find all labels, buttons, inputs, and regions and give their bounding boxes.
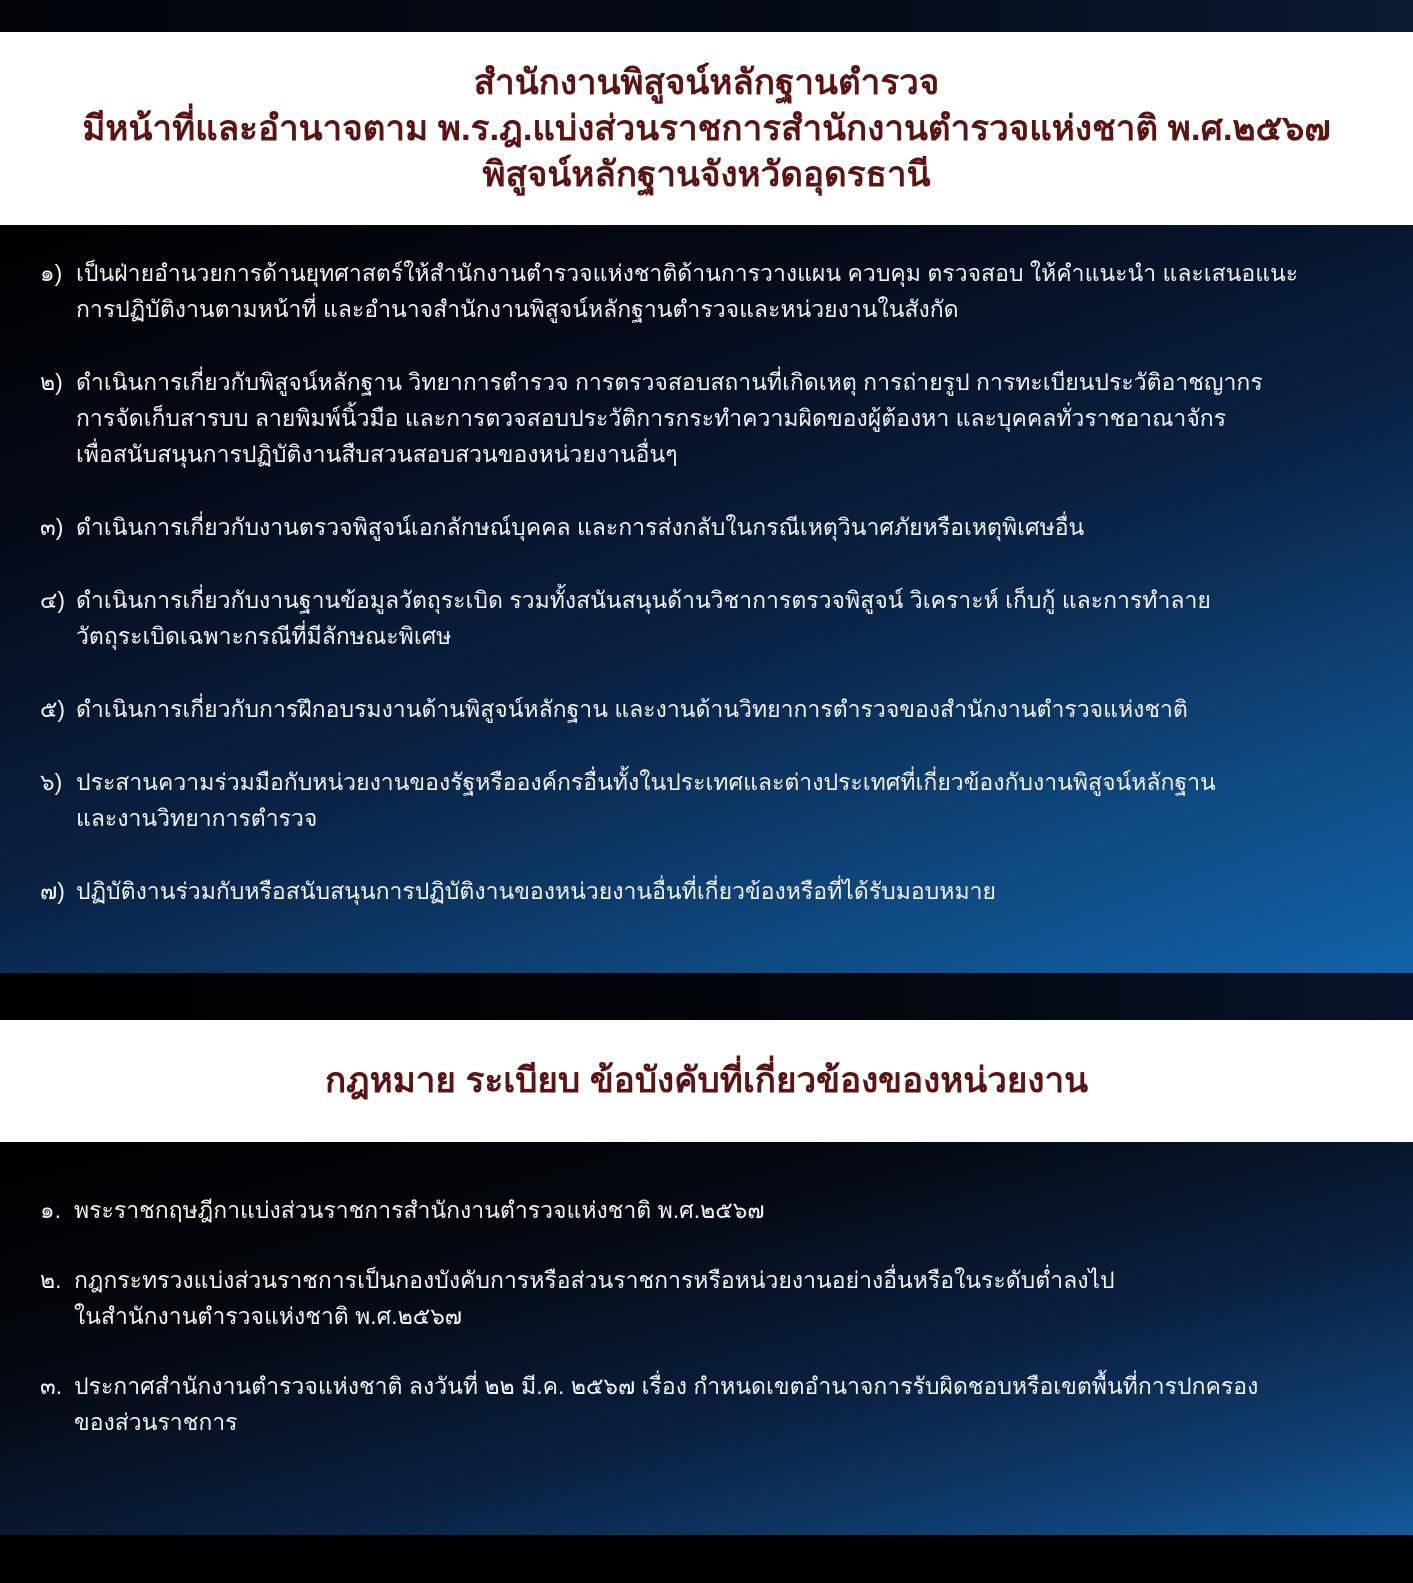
- list-item: [40, 1368, 1380, 1440]
- item-line: วัตถุระเบิดเฉพาะกรณีที่มีลักษณะพิเศษ: [76, 623, 452, 649]
- item-line: และงานวิทยาการตำรวจ: [76, 805, 318, 831]
- item-text: [74, 1262, 1115, 1334]
- item-line: การปฏิบัติงานตามหน้าที่ และอำนาจสำนักงานพิสูจน์หลักฐานตำรวจและหน่วยงานในสังกัด: [76, 296, 959, 322]
- item-number: ๔): [40, 587, 66, 613]
- item-line: ของส่วนราชการ: [74, 1409, 238, 1435]
- item-text: [74, 1192, 765, 1228]
- item-number: ๕): [40, 696, 66, 722]
- item-number: ๓.: [40, 1373, 63, 1399]
- header-band: [0, 32, 1413, 225]
- list-item: [40, 364, 1380, 472]
- item-line: ดำเนินการเกี่ยวกับงานตรวจพิสูจน์เอกลักษณ์บุคคล และการส่งกลับในกรณีเหตุวินาศภัยหรือเหตุพิเศษอื่น: [76, 514, 1085, 540]
- item-line: พระราชกฤษฎีกาแบ่งส่วนราชการสำนักงานตำรวจแห่งชาติ พ.ศ.๒๕๖๗: [74, 1197, 765, 1223]
- item-text: [74, 1368, 1258, 1440]
- item-line: ประสานความร่วมมือกับหน่วยงานของรัฐหรือองค์กรอื่นทั้งในประเทศและต่างประเทศที่เกี่ยวข้องกับงานพิสูจน์หลักฐาน: [76, 769, 1216, 795]
- item-text: [76, 873, 1380, 909]
- item-line: กฎกระทรวงแบ่งส่วนราชการเป็นกองบังคับการหรือส่วนราชการหรือหน่วยงานอย่างอื่นหรือในระดับต่ำลงไป: [74, 1267, 1115, 1293]
- laws-list: [40, 1192, 1380, 1474]
- item-line: ดำเนินการเกี่ยวกับงานฐานข้อมูลวัตถุระเบิด รวมทั้งสนันสนุนด้านวิชาการตรวจพิสูจน์ วิเคราะห์ เก็บกู้ และการทำลาย: [76, 587, 1211, 613]
- laws-section-title: กฎหมาย ระเบียบ ข้อบังคับที่เกี่ยวข้องของหน่วยงาน: [324, 1061, 1089, 1100]
- item-line: ในสำนักงานตำรวจแห่งชาติ พ.ศ.๒๕๖๗: [74, 1303, 463, 1329]
- laws-header-band: [0, 1020, 1413, 1142]
- item-number: ๗): [40, 878, 65, 904]
- item-number: ๒): [40, 369, 63, 395]
- item-number: ๒.: [40, 1267, 62, 1293]
- list-item: [40, 873, 1380, 909]
- laws-panel: [0, 1142, 1413, 1535]
- item-text: [76, 691, 1380, 727]
- page-title: สำนักงานพิสูจน์หลักฐานตำรวจ: [473, 62, 940, 102]
- bottom-border-strip: [0, 1535, 1413, 1583]
- list-item: [40, 1192, 1380, 1228]
- item-text: [76, 582, 1380, 654]
- item-line: ดำเนินการเกี่ยวกับการฝึกอบรมงานด้านพิสูจน์หลักฐาน และงานด้านวิทยาการตำรวจของสำนักงานตำรวจแห่งชาติ: [76, 696, 1188, 722]
- item-number: ๑): [40, 260, 63, 286]
- list-item: [40, 509, 1380, 545]
- item-line: การจัดเก็บสารบบ ลายพิมพ์นิ้วมือ และการตวจสอบประวัติการกระทำความผิดของผู้ต้องหา และบุคคลทั่วราชอาณาจักร: [76, 405, 1227, 431]
- item-text: [76, 255, 1380, 327]
- unit-name: พิสูจน์หลักฐานจังหวัดอุดรธานี: [482, 154, 931, 194]
- item-text: [76, 364, 1380, 472]
- page-subtitle: มีหน้าที่และอำนาจตาม พ.ร.ฎ.แบ่งส่วนราชการสำนักงานตำรวจแห่งชาติ พ.ศ.๒๕๖๗: [82, 108, 1331, 148]
- list-item: [40, 582, 1380, 654]
- item-number: ๓): [40, 514, 64, 540]
- list-item: [40, 1262, 1380, 1334]
- list-item: [40, 764, 1380, 836]
- item-text: [76, 509, 1380, 545]
- item-line: ปฏิบัติงานร่วมกับหรือสนับสนุนการปฏิบัติงานของหน่วยงานอื่นที่เกี่ยวข้องหรือที่ได้รับมอบหมาย: [76, 878, 996, 904]
- item-line: เพื่อสนับสนุนการปฏิบัติงานสืบสวนสอบสวนของหน่วยงานอื่นๆ: [76, 441, 678, 467]
- duties-panel: [0, 225, 1413, 973]
- item-line: ประกาศสำนักงานตำรวจแห่งชาติ ลงวันที่ ๒๒ มี.ค. ๒๕๖๗ เรื่อง กำหนดเขตอำนาจการรับผิดชอบหรือเขตพื้นที่การปกครอง: [74, 1373, 1259, 1399]
- item-number: ๑.: [40, 1197, 61, 1223]
- item-text: [76, 764, 1380, 836]
- list-item: [40, 691, 1380, 727]
- item-line: เป็นฝ่ายอำนวยการด้านยุทศาสตร์ให้สำนักงานตำรวจแห่งชาติด้านการวางแผน ควบคุม ตรวจสอบ ให้คำแนะนำ และเสนอแนะ: [76, 260, 1299, 286]
- top-border-strip: [0, 0, 1413, 32]
- item-number: ๖): [40, 769, 63, 795]
- item-line: ดำเนินการเกี่ยวกับพิสูจน์หลักฐาน วิทยาการตำรวจ การตรวจสอบสถานที่เกิดเหตุ การถ่ายรูป การทะเบียนประวัติอาชญากร: [76, 369, 1263, 395]
- list-item: [40, 255, 1380, 327]
- duties-list: [40, 255, 1380, 946]
- section-divider: [0, 973, 1413, 1020]
